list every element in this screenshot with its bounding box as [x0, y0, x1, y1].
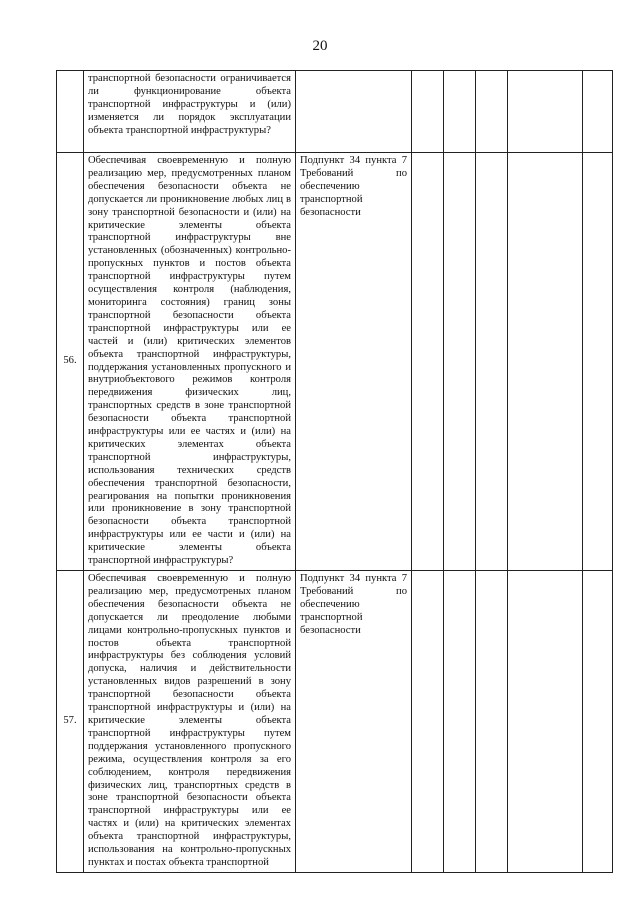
comment-cell — [508, 571, 583, 873]
answer-cell-na — [476, 571, 508, 873]
table-row — [57, 71, 613, 153]
answer-cell-yes — [412, 71, 444, 153]
table-row — [57, 153, 613, 571]
answer-cell-na — [476, 153, 508, 571]
requirement-text: Обеспечивая своевременную и полную реализацию мер, предусмотреных планом обеспечения безопасности объекта не допускается ли преодоление любыми лицами контрольно-пропускных пунктов и постов объекта транспортной инфраструктуры без соблюдения условий допуска, наличия и действительности установленных видов разрешений в зону транспортной безопасности объекта транспортной инфраструктуры и (или) на критические элементы объекта транспортной инфраструктуры путем поддержания установленного пропускного режима, осуществления контроля за его соблюдением, контроля передвижения физических лиц, транспортных средств в зоне транспортной безопасности объекта транспортной инфраструктуры или ее частях и (или) на критических элементах объекта транспортной инфраструктуры, использования на контрольно-пропускных пунктах и постах объекта транспортной — [84, 571, 296, 873]
table-row — [57, 571, 613, 873]
answer-cell-yes — [412, 153, 444, 571]
extra-cell — [583, 71, 613, 153]
row-number — [57, 71, 84, 153]
answer-cell-no — [444, 153, 476, 571]
extra-cell — [583, 153, 613, 571]
legal-reference: Подпункт 34 пункта 7 Требований по обеспечению транспортной безопасности — [296, 153, 412, 571]
answer-cell-no — [444, 571, 476, 873]
comment-cell — [508, 153, 583, 571]
requirement-text: Обеспечивая своевременную и полную реализацию мер, предусмотренных планом обеспечения безопасности объекта не допускается ли проникновение любых лиц в зону транспортной безопасности и (или) на критические элементы объекта транспортной инфраструктуры вне установленных (обозначенных) контрольно-пропускных пунктов и постов объекта транспортной инфраструктуры путем осуществления контроля (наблюдения, мониторинга состояния) границ зоны транспортной безопасности объекта транспортной инфраструктуры или ее частей и (или) критических элементов объекта транспортной инфраструктуры, поддержания установленных пропускного и внутриобъектового режимов контроля передвижения физических лиц, транспортных средств в зоне транспортной безопасности объекта транспортной инфраструктуры или ее частях и (или) на критических элементах объекта транспортной инфраструктуры, использования технических средств обеспечения транспортной безопасности, реагирования на попытки проникновения или проникновение в зону транспортной безопасности объекта транспортной инфраструктуры или ее части и (или) на критические элементы объекта транспортной инфраструктуры? — [84, 153, 296, 571]
requirement-text: транспортной безопасности ограничивается ли функционирование объекта транспортной инфраструктуры и (или) изменяется ли порядок эксплуатации объекта транспортной инфраструктуры? — [84, 71, 296, 153]
answer-cell-no — [444, 71, 476, 153]
extra-cell — [583, 571, 613, 873]
legal-reference — [296, 71, 412, 153]
answer-cell-yes — [412, 571, 444, 873]
comment-cell — [508, 71, 583, 153]
answer-cell-na — [476, 71, 508, 153]
row-number: 56. — [57, 153, 84, 571]
row-number: 57. — [57, 571, 84, 873]
page-number: 20 — [312, 38, 328, 54]
legal-reference: Подпункт 34 пункта 7 Требований по обеспечению транспортной безопасности — [296, 571, 412, 873]
checklist-table — [56, 70, 613, 873]
